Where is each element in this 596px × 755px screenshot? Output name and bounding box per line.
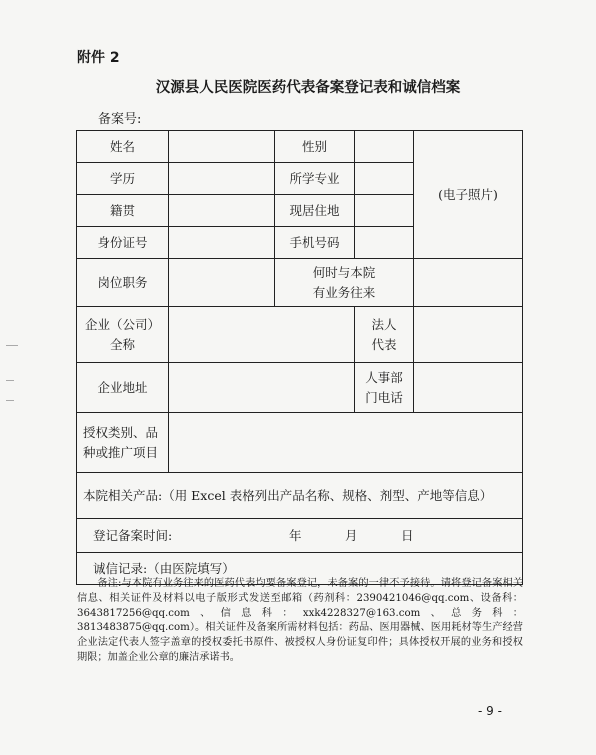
residence-field[interactable] [355,195,414,227]
notes-text: 备注:与本院有业务往来的医药代表均要备案登记，未备案的一律不予接待。请将登记备案相关信息、相关证件及材料以电子版形式发送至邮箱（药剂科：2390421046@qq.com、设备科：3643817256@qq.com、信息科：xxk4228327@163.com、总务科：3813483875@qq.com）。相关证件及备案所需材料包括：药品、医用器械、医用耗材等生产经营企业法定代表人签字盖章的授权委托书原件、被授权人身份证复印件；具体授权开展的业务和授权期限；加盖企业公章的廉洁承诺书。 [77,578,523,663]
company-address-field[interactable] [169,363,355,413]
related-products-field[interactable]: 本院相关产品:（用 Excel 表格列出产品名称、规格、剂型、产地等信息） [77,473,523,519]
company-name-field[interactable] [169,307,355,363]
native-place-field[interactable] [169,195,275,227]
authorization-field[interactable] [169,413,523,473]
name-label: 姓名 [77,131,169,163]
photo-field[interactable]: (电子照片) [414,131,523,259]
registration-time-row[interactable] [77,519,523,553]
legal-rep-line2: 代表 [371,336,397,352]
name-field[interactable] [169,131,275,163]
hr-phone-label [355,363,414,413]
hr-phone-field[interactable] [414,363,523,413]
attachment-label: 附件 2 [77,50,120,66]
month-label: 月 [345,527,358,543]
education-label: 学历 [77,163,169,195]
company-name-line1: 企业（公司） [84,317,160,333]
credit-record-label: 诚信记录:（由医院填写） [93,560,235,576]
position-label: 岗位职务 [77,259,169,307]
id-number-field[interactable] [169,227,275,259]
id-number-label: 身份证号 [77,227,169,259]
position-field[interactable] [169,259,275,307]
binding-mark [6,380,14,381]
authorization-line1: 授权类别、品 [83,425,159,441]
hr-phone-line1: 人事部 [365,370,403,386]
page-title: 汉源县人民医院医药代表备案登记表和诚信档案 [155,79,461,96]
company-address-label: 企业地址 [77,363,169,413]
page-number: - 9 - [478,704,502,718]
company-name-label [77,307,169,363]
registration-time-label: 登记备案时间: [93,527,173,543]
binding-mark [6,345,18,346]
major-label: 所学专业 [275,163,355,195]
major-field[interactable] [355,163,414,195]
mobile-field[interactable] [355,227,414,259]
authorization-label [77,413,169,473]
business-since-label [275,259,414,307]
legal-rep-field[interactable] [414,307,523,363]
hr-phone-line2: 门电话 [365,389,403,405]
day-label: 日 [401,527,414,543]
residence-label: 现居住地 [275,195,355,227]
legal-rep-line1: 法人 [371,317,397,333]
business-since-line1: 何时与本院 [312,265,376,281]
registration-number-label: 备案号: [98,112,142,127]
year-label: 年 [289,527,302,543]
binding-mark [6,400,14,401]
gender-field[interactable] [355,131,414,163]
mobile-label: 手机号码 [275,227,355,259]
gender-label: 性别 [275,131,355,163]
education-field[interactable] [169,163,275,195]
native-place-label: 籍贯 [77,195,169,227]
business-since-line2: 有业务往来 [312,284,376,300]
registration-form-table [76,130,523,585]
authorization-line2: 种或推广项目 [83,444,159,460]
company-name-line2: 全称 [109,336,135,352]
notes-section [77,577,523,666]
legal-rep-label [355,307,414,363]
business-since-field[interactable] [414,259,523,307]
